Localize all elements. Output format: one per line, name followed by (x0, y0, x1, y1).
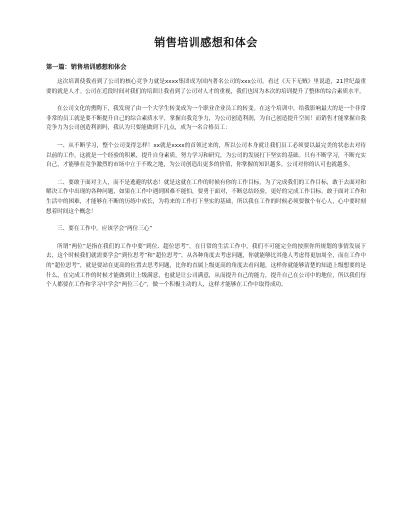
document-subtitle: 第一篇：销售培训感想和体会 (46, 64, 127, 71)
paragraph-4: 二、要敢于面对主人，而不是逃避的状态！就是这就在工作的时候有你的工作目标，为了完成我们的工作目标，敢于去面对和解决工作中出现的各种问题，如果在工作中遇到困难不能怕，要勇于面对，不断总结经验，更好的完成工作目标。敢于面对工作和生活中的困难，才能够在不断的历练中成长，为将来的工作打下坚实的基础，所以我在工作的时候必须要做个有心人，心中要时刻想着时间这个概念！ (46, 179, 366, 215)
paragraph-2: 在公司文化的熏陶下，我发现了由一个大学生转变成为一个职业企业员工的转变。在这个培训中，给我影响最大的是一个非常非常的员工就是要不断提升自己的综合素质水平，掌握自我竞争力，为公司创造利润，为自己创造提升空间！而销售才能掌握自我竞争力为公司创造利润吗，我认为只要能做到下几点，成为一名合格员工： (46, 106, 366, 132)
paragraph-3: 一、从不断学习，整个公司变得怎样！xx就是xxxx的首领过来的，所以公司本身就让我们员工必须要以最完美的状态去对待以前的工作，这就是一个经验的积累，提升自身素质，努力学习和研究，为公司的发展打下坚实的基础。只有不断学习，不断充实自己，才能够在竞争激烈的市场中立于不败之地，为公司创造出更多的价值，你掌握的知识越多，公司对你的认可也就越多。 (46, 142, 366, 169)
paragraph-1: 这次培训使我看到了公司的核心竞争力就是xxxx集团成为国内著名公司的xxx公司。看过《天下无贼》里说道，21世纪最重要的就是人才。公司在近段时间对我们的培训让我看到了公司对人才的重视，我们也因为本次的培训提升了整体的综合素质水平。 (46, 79, 366, 95)
paragraph-6: 所谓“两位”是指在我们的工作中要“到位、超位思考”。在日常的生活工作中，我们不可能完全的按照你所规划的事情发展下去，这个时候我们就需要学会“到位思考”和“超位思考”，从各种角度去考虑问题，你就能够比其他人考虑得更加周全，而在工作中的“超位思考”，就是要站在更高的位置去思考问题，比你的直属上级更高的角度去看问题，这样你就能够清楚的知道上级想要的是什么，在完成工作的时候才能做到让上级满意，也就是让公司满意，从而提升自己的能力，提升自己在公司中的地位，所以我们每个人都要在工作和学习中学会“两位三心”，做一个积极主动的人，这样才能够在工作中取得成功。 (46, 243, 366, 289)
paragraph-5: 三、要在工作中，应该学会“两位三心” (57, 226, 153, 233)
document-title: 销售培训感想和体会 (154, 36, 258, 49)
